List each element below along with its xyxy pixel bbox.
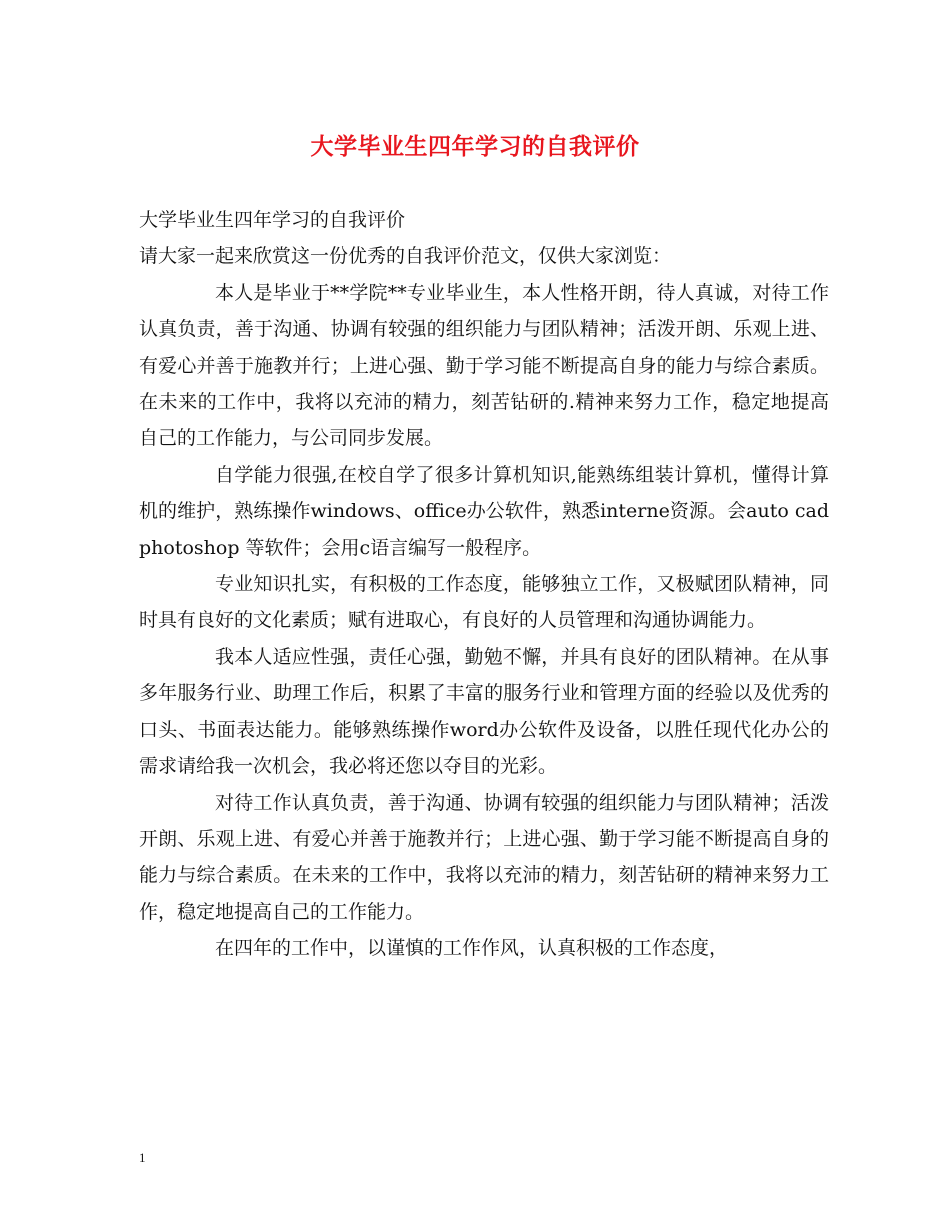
paragraph-professional-knowledge: 专业知识扎实，有积极的工作态度，能够独立工作，又极赋团队精神，同时具有良好的文化素质；赋有进取心，有良好的人员管理和沟通协调能力。 (139, 573, 829, 632)
paragraph-personality: 本人是毕业于**学院**专业毕业生，本人性格开朗，待人真诚，对待工作认真负责，善于沟通、协调有较强的组织能力与团队精神；活泼开朗、乐观上进、有爱心并善于施教并行；上进心强、勤于学习能不断提高自身的能力与综合素质。在未来的工作中，我将以充沛的精力，刻苦钻研的.精神来努力工作，稳定地提高自己的工作能力，与公司同步发展。 (139, 281, 829, 450)
document-body (139, 202, 829, 967)
document-title: 大学毕业生四年学习的自我评价 (310, 133, 640, 160)
paragraph-intro: 请大家一起来欣赏这一份优秀的自我评价范文，仅供大家浏览： (139, 245, 672, 268)
page-number: 1 (139, 1150, 146, 1165)
paragraph-heading: 大学毕业生四年学习的自我评价 (139, 209, 406, 231)
paragraph-four-years: 在四年的工作中，以谨慎的工作作风，认真积极的工作态度， (215, 937, 729, 960)
paragraph-computer-skills: 自学能力很强,在校自学了很多计算机知识,能熟练组装计算机，懂得计算机的维护，熟练操作windows、office办公软件，熟悉interne资源。会auto cad photoshop 等软件；会用c语言编写一般程序。 (139, 463, 829, 559)
paragraph-work-attitude: 对待工作认真负责，善于沟通、协调有较强的组织能力与团队精神；活泼开朗、乐观上进、有爱心并善于施教并行；上进心强、勤于学习能不断提高自身的能力与综合素质。在未来的工作中，我将以充沛的精力，刻苦钻研的精神来努力工作，稳定地提高自己的工作能力。 (139, 791, 829, 923)
paragraph-adaptability: 我本人适应性强，责任心强，勤勉不懈，并具有良好的团队精神。在从事多年服务行业、助理工作后，积累了丰富的服务行业和管理方面的经验以及优秀的口头、书面表达能力。能够熟练操作word办公软件及设备，以胜任现代化办公的需求请给我一次机会，我必将还您以夺目的光彩。 (139, 645, 829, 778)
